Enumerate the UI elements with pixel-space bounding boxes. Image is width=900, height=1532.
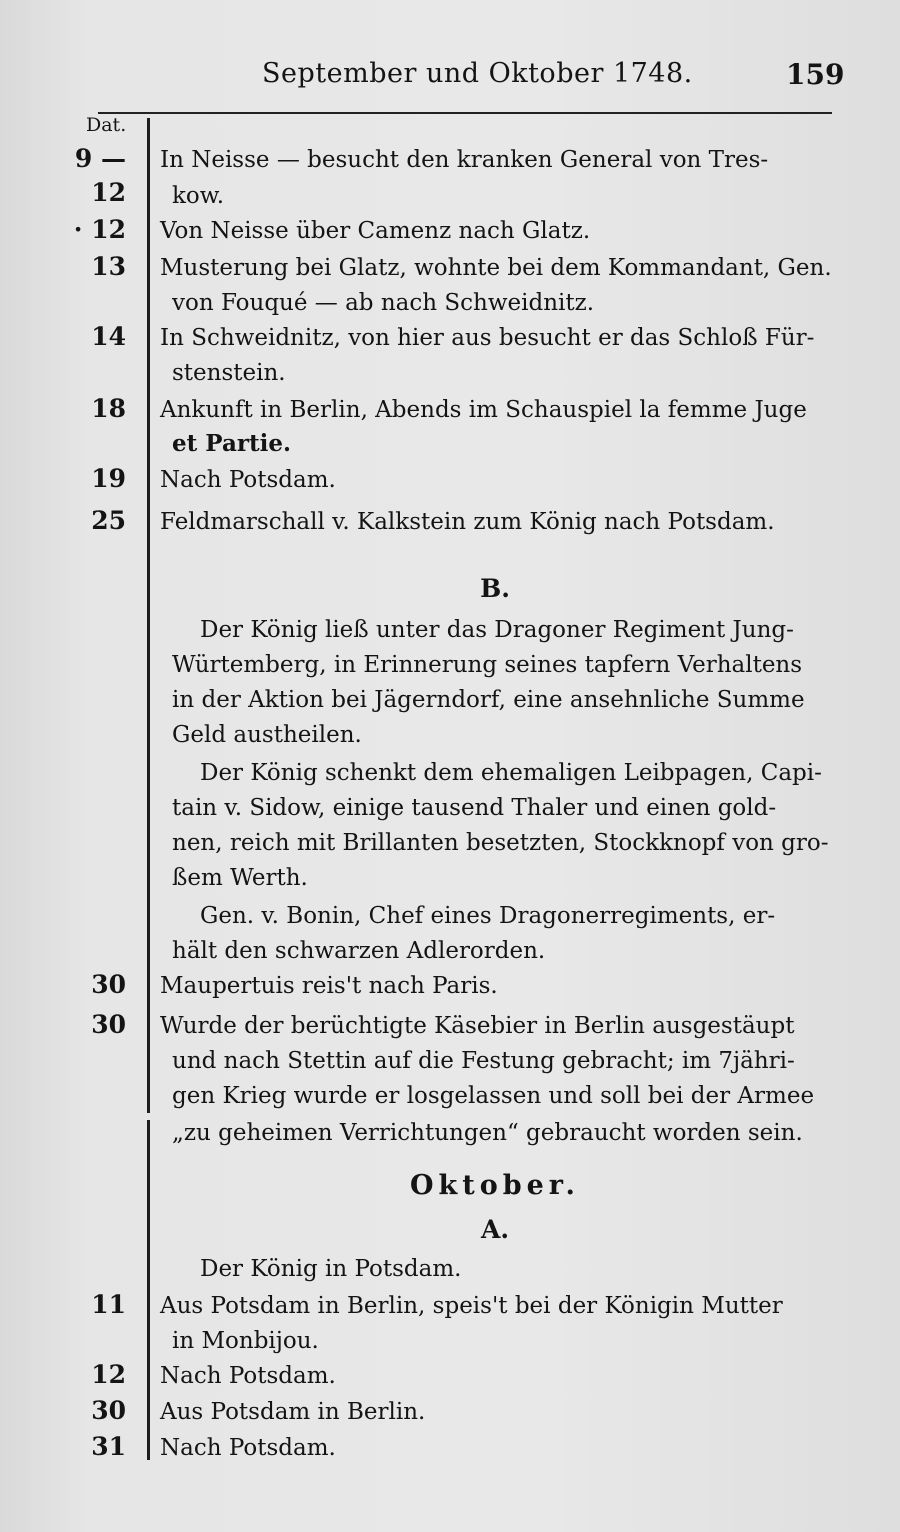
section-heading-b: B. bbox=[480, 574, 510, 603]
entry-text: In Schweidnitz, von hier aus besucht er das Schloß Für- bbox=[160, 325, 815, 351]
entry-text: kow. bbox=[172, 183, 225, 209]
entry-text: Musterung bei Glatz, wohnte bei dem Kommandant, Gen. bbox=[160, 255, 832, 281]
entry-day: 19 bbox=[91, 464, 126, 493]
entry-text: Nach Potsdam. bbox=[160, 467, 336, 493]
paragraph-line: Gen. v. Bonin, Chef eines Dragonerregiments, er- bbox=[200, 903, 776, 929]
entry-day: 30 bbox=[91, 970, 126, 999]
entry-text: et Partie. bbox=[172, 430, 291, 457]
entry-text: gen Krieg wurde er losgelassen und soll bei der Armee bbox=[172, 1083, 815, 1109]
month-heading-october: Oktober. bbox=[410, 1170, 580, 1201]
paragraph-line: Der König ließ unter das Dragoner Regiment Jung- bbox=[200, 617, 794, 643]
entry-text: Maupertuis reis't nach Paris. bbox=[160, 973, 498, 999]
entry-text: Von Neisse über Camenz nach Glatz. bbox=[160, 218, 591, 244]
entry-text: Nach Potsdam. bbox=[160, 1363, 336, 1389]
entry-text: und nach Stettin auf die Festung gebracht; im 7jähri- bbox=[172, 1048, 795, 1074]
paragraph-line: Geld austheilen. bbox=[172, 722, 362, 748]
entry-text: in Monbijou. bbox=[172, 1328, 319, 1354]
entry-text: Aus Potsdam in Berlin. bbox=[160, 1399, 426, 1425]
entry-text: In Neisse — besucht den kranken General von Tres- bbox=[160, 147, 769, 173]
paragraph-line: nen, reich mit Brillanten besetzten, Stockknopf von gro- bbox=[172, 830, 829, 856]
entry-day: · 12 bbox=[73, 215, 126, 244]
entry-day: 12 bbox=[91, 178, 126, 207]
running-header-title: September und Oktober 1748. bbox=[262, 58, 693, 89]
section-heading-a: A. bbox=[480, 1215, 510, 1244]
entry-day: 13 bbox=[91, 252, 126, 281]
entry-text: „zu geheimen Verrichtungen“ gebraucht worden sein. bbox=[172, 1120, 803, 1146]
entry-day: 12 bbox=[91, 1360, 126, 1389]
entry-text: Feldmarschall v. Kalkstein zum König nach Potsdam. bbox=[160, 509, 775, 535]
entry-day: 30 bbox=[91, 1396, 126, 1425]
page-number: 159 bbox=[786, 58, 845, 91]
paragraph-line: Der König schenkt dem ehemaligen Leibpagen, Capi- bbox=[200, 760, 822, 786]
entry-day: 18 bbox=[91, 394, 126, 423]
entry-day: 25 bbox=[91, 506, 126, 535]
date-column-label: Dat. bbox=[86, 114, 127, 136]
entry-day: 11 bbox=[91, 1290, 126, 1319]
paragraph-line: tain v. Sidow, einige tausend Thaler und einen gold- bbox=[172, 795, 777, 821]
entry-text: von Fouqué — ab nach Schweidnitz. bbox=[172, 290, 595, 316]
entry-day: 14 bbox=[91, 322, 126, 351]
entry-day: 31 bbox=[91, 1432, 126, 1461]
paragraph-line: in der Aktion bei Jägerndorf, eine ansehnliche Summe bbox=[172, 687, 805, 713]
entry-text: Aus Potsdam in Berlin, speis't bei der Königin Mutter bbox=[160, 1293, 783, 1319]
entry-day: 9 — bbox=[74, 144, 126, 173]
entry-text: stenstein. bbox=[172, 360, 286, 386]
paragraph-line: Würtemberg, in Erinnerung seines tapfern Verhaltens bbox=[172, 652, 803, 678]
entry-day: 30 bbox=[91, 1010, 126, 1039]
entry-text: Nach Potsdam. bbox=[160, 1435, 336, 1461]
paragraph-line: hält den schwarzen Adlerorden. bbox=[172, 938, 546, 964]
intro-line: Der König in Potsdam. bbox=[200, 1256, 462, 1282]
paragraph-line: ßem Werth. bbox=[172, 865, 308, 891]
entry-text: Wurde der berüchtigte Käsebier in Berlin ausgestäupt bbox=[160, 1013, 795, 1039]
entry-text: Ankunft in Berlin, Abends im Schauspiel la femme Juge bbox=[160, 397, 807, 423]
date-column-rule bbox=[147, 118, 150, 1113]
header-rule bbox=[98, 112, 832, 114]
